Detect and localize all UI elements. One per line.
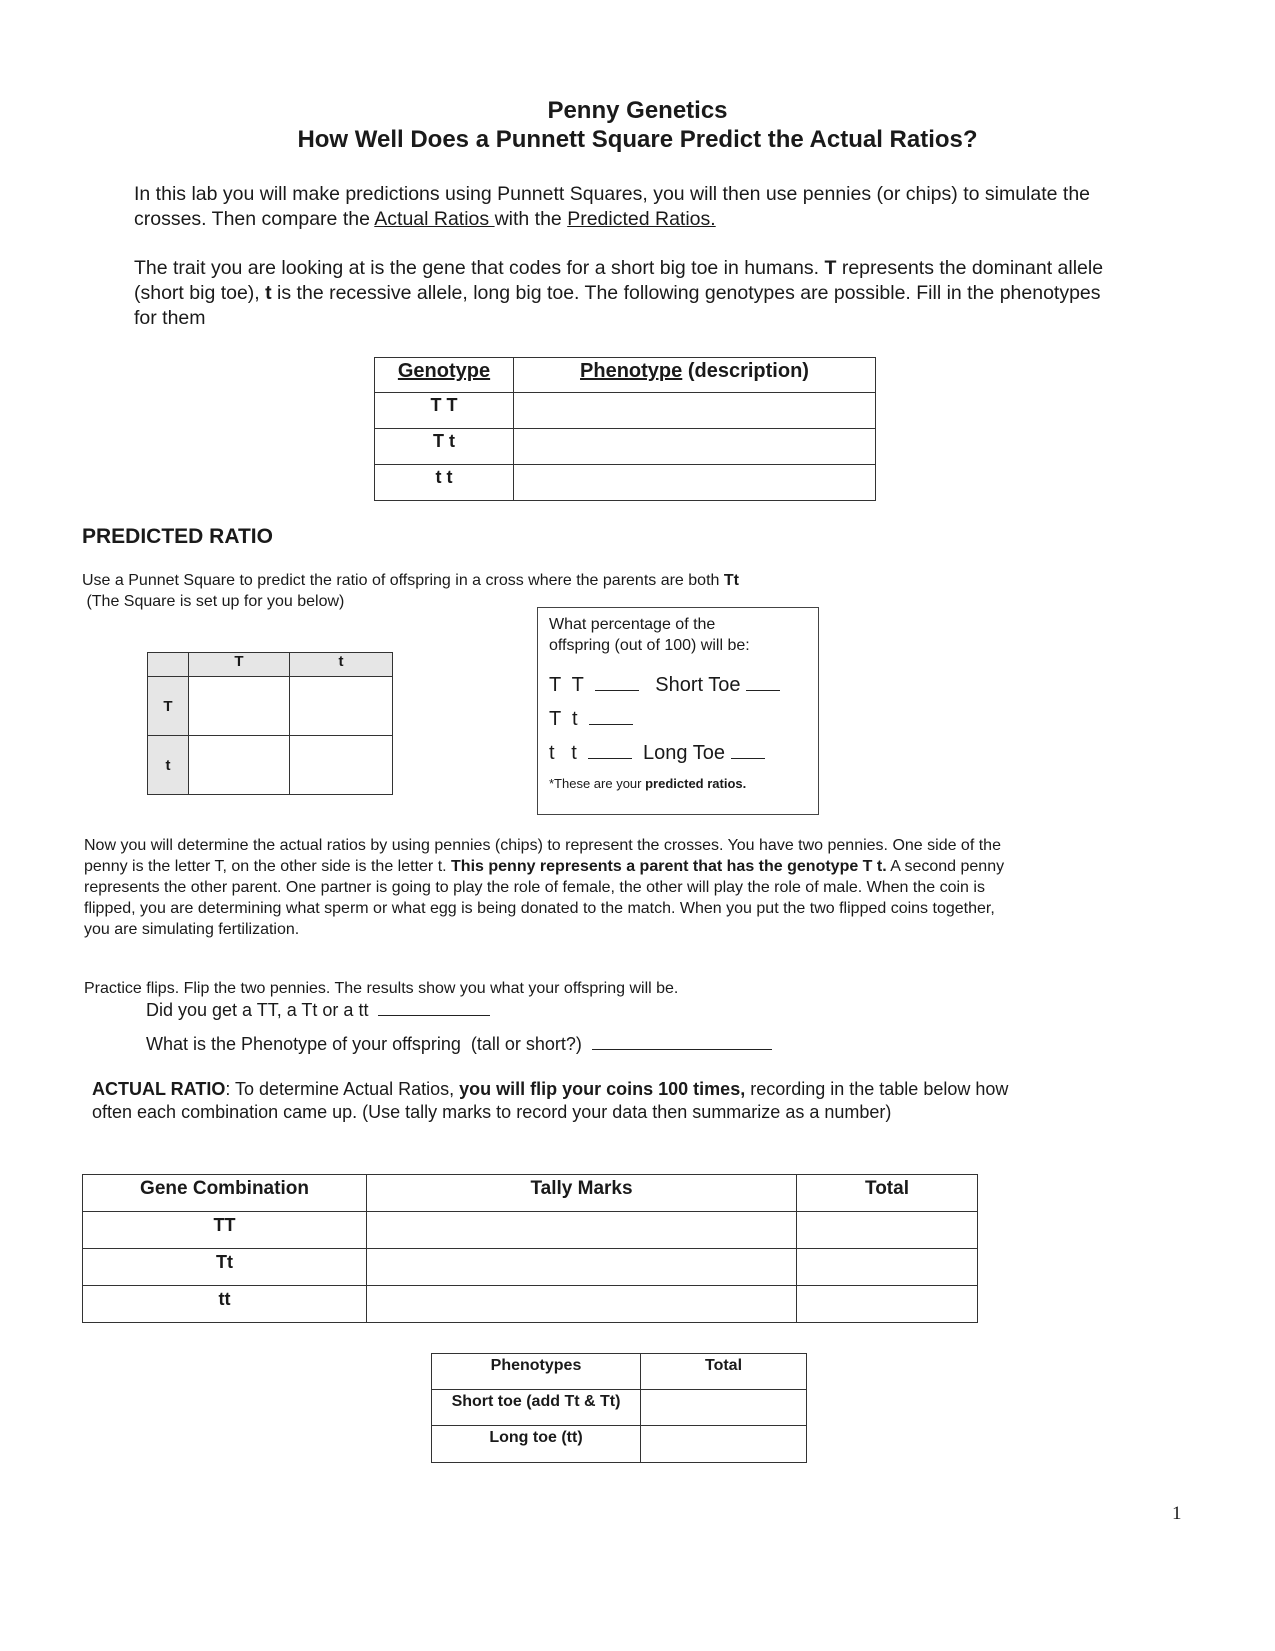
total-header: Total [797,1175,978,1212]
total-cell[interactable] [797,1212,978,1249]
punnett-corner [148,653,189,677]
short-toe-percentage-blank[interactable] [746,670,780,691]
genotype-cell: T T [375,393,514,429]
phenotype-total-cell[interactable] [641,1390,807,1426]
practice-question-2: What is the Phenotype of your offspring (tall or short?) [146,1031,772,1055]
prediction-row-tt-upper: T T Short Toe [549,670,780,697]
intro-paragraph-2: The trait you are looking at is the gene that codes for a short big toe in humans. T represents the dominant allele (short big toe), t is the recessive allele, long big toe. The following genotypes are possible. Fill in the phenotypes for them [134,257,1104,329]
genotype-cell: t t [375,465,514,501]
tt-mixed-percentage-blank[interactable] [589,704,633,725]
punnett-cell[interactable] [189,736,290,795]
phenotype-cell: Short toe (add Tt & Tt) [432,1390,641,1426]
phenotype-cell: Long toe (tt) [432,1426,641,1463]
genotype-header: Genotype [375,358,514,393]
tt-lower-percentage-blank[interactable] [588,738,632,759]
genotype-answer-blank[interactable] [378,997,490,1016]
genotype-cell: T t [375,429,514,465]
gene-combination-cell: TT [83,1212,367,1249]
actual-ratio-paragraph: ACTUAL RATIO: To determine Actual Ratios, you will flip your coins 100 times, recording in the table below how often each combination came up. (Use tally marks to record your data then summarize as a number) [92,1079,1009,1122]
phenotype-input-cell[interactable] [514,429,876,465]
tally-cell[interactable] [367,1212,797,1249]
long-toe-percentage-blank[interactable] [731,738,765,759]
punnett-top-allele: T [189,653,290,677]
actual-ratio-label: ACTUAL RATIO [92,1079,226,1099]
intro-paragraph-1: In this lab you will make predictions using Punnett Squares, you will then use pennies (or chips) to simulate the crosses. Then compare the Actual Ratios with the Predicted Ratios. [134,183,1091,230]
prediction-row-tt-lower: t t Long Toe [549,738,765,765]
phenotypes-header: Phenotypes [432,1354,641,1390]
tally-cell[interactable] [367,1286,797,1323]
predicted-instructions: Use a Punnet Square to predict the ratio of offspring in a cross where the parents are both Tt (The Square is set up for you below) [82,572,739,610]
phenotype-total-header: Total [641,1354,807,1390]
prediction-row-tt-mixed: T t [549,704,633,731]
punnett-square [147,652,393,795]
practice-flips-text: Practice flips. Flip the two pennies. The results show you what your offspring will be. [84,980,679,997]
punnett-top-allele: t [290,653,393,677]
phenotype-input-cell[interactable] [514,465,876,501]
predicted-ratios-note: *These are your predicted ratios. [549,776,747,791]
actual-ratios-term: Actual Ratios [374,208,495,230]
predicted-ratio-heading: PREDICTED RATIO [82,525,273,548]
prediction-question: What percentage of the offspring (out of 100) will be: [549,616,750,654]
practice-question-1: Did you get a TT, a Tt or a tt [146,997,490,1021]
gene-combination-cell: tt [83,1286,367,1323]
total-cell[interactable] [797,1249,978,1286]
gene-combination-cell: Tt [83,1249,367,1286]
tally-cell[interactable] [367,1249,797,1286]
genotype-table [374,357,876,501]
phenotype-totals-table [431,1353,807,1463]
punnett-side-allele: T [148,677,189,736]
page-title: Penny Genetics [547,97,728,124]
punnett-cell[interactable] [290,677,393,736]
actual-ratio-table [82,1174,978,1323]
phenotype-answer-blank[interactable] [592,1031,772,1050]
procedure-paragraph: Now you will determine the actual ratios by using pennies (chips) to represent the crosses. You have two pennies. One side of the penny is the letter T, on the other side is the letter t. This penny represents a parent that has the genotype T t. A second penny represents the other parent. One partner is going to play the role of female, the other will play the role of male. When the coin is flipped, you are determining what sperm or what egg is being donated to the match. When you put the two flipped coins together, you are simulating fertilization. [84,837,1005,938]
phenotype-input-cell[interactable] [514,393,876,429]
page-subtitle: How Well Does a Punnett Square Predict the Actual Ratios? [297,126,978,153]
phenotype-total-cell[interactable] [641,1426,807,1463]
prediction-box [537,607,819,815]
punnett-cell[interactable] [290,736,393,795]
total-cell[interactable] [797,1286,978,1323]
predicted-ratios-term: Predicted Ratios. [567,208,716,230]
tally-marks-header: Tally Marks [367,1175,797,1212]
punnett-side-allele: t [148,736,189,795]
punnett-cell[interactable] [189,677,290,736]
gene-combination-header: Gene Combination [83,1175,367,1212]
phenotype-header: Phenotype (description) [514,358,876,393]
page-number: 1 [1172,1503,1182,1524]
tt-percentage-blank[interactable] [595,670,639,691]
